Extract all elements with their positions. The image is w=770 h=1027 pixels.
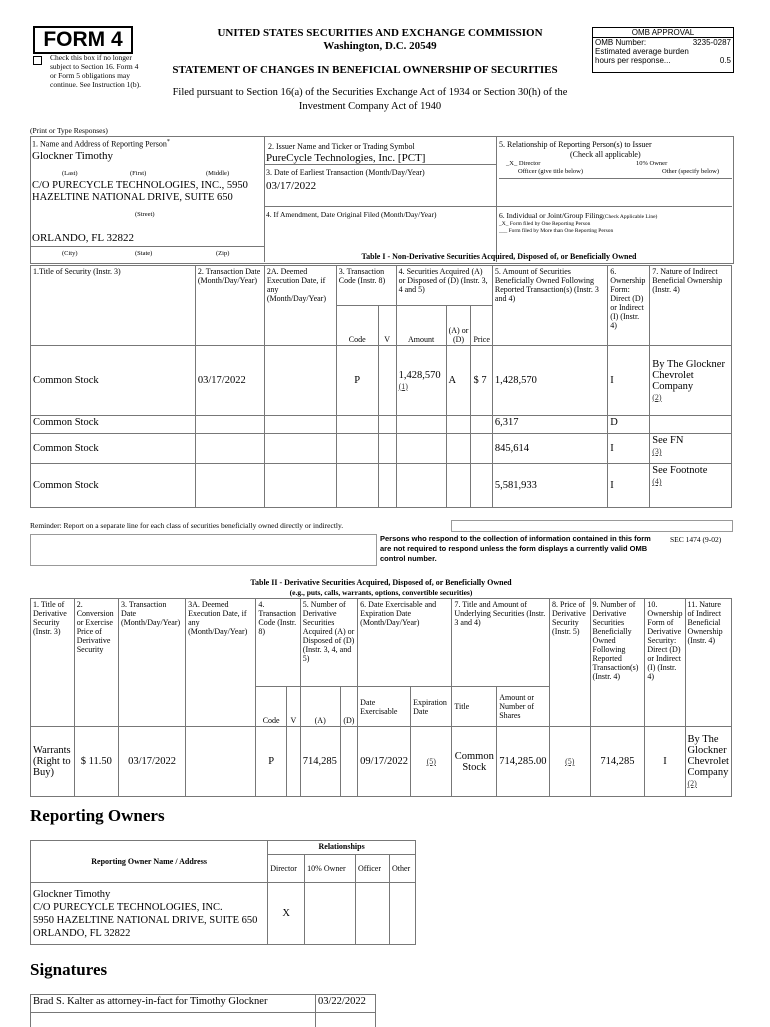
t1-v: V <box>378 306 396 346</box>
footnote-2-link[interactable]: (2) <box>652 392 662 402</box>
owner-line2: 5950 HAZELTINE NATIONAL DRIVE, SUITE 650 <box>33 914 258 926</box>
t1-r0-date: 03/17/2022 <box>195 346 264 416</box>
t1-r1-title: Common Stock <box>31 416 196 434</box>
t1-r3-title: Common Stock <box>31 464 196 508</box>
t2-h9: 9. Number of Derivative Securities Beneficially Owned Following Reported Transaction(s) (Instr. 4) <box>590 599 645 727</box>
footnote-5-link[interactable]: (5) <box>426 757 436 766</box>
t2-r0-title: Warrants (Right to Buy) <box>31 727 75 797</box>
t1-h2: 2. Transaction Date (Month/Day/Year) <box>195 266 264 346</box>
t2-r0-under-title: Common Stock <box>452 727 497 797</box>
table-row <box>31 464 732 508</box>
director-mark: X <box>268 883 305 945</box>
reminder-box-left <box>30 534 377 566</box>
street-label: (Street) <box>135 211 155 218</box>
issuer-value: PureCycle Technologies, Inc. [PCT] <box>266 152 426 164</box>
t2-h8: 8. Price of Derivative Security (Instr. 5) <box>550 599 591 727</box>
table-row <box>31 727 732 797</box>
form-title-box <box>33 26 133 54</box>
form-title: FORM 4 <box>43 28 123 51</box>
table1-title: Table I - Non-Derivative Securities Acquired, Disposed of, or Beneficially Owned <box>361 252 637 261</box>
owner-line1: C/O PURECYCLE TECHNOLOGIES, INC. <box>33 901 223 913</box>
filing-one: _X_ Form filed by One Reporting Person <box>499 221 591 227</box>
t2-code: Code <box>256 687 287 727</box>
t1-r3-nature: See Footnote <box>652 465 708 476</box>
t2-h6: 6. Date Exercisable and Expiration Date (Month/Day/Year) <box>358 599 452 687</box>
t1-h7: 7. Nature of Indirect Beneficial Ownership (Instr. 4) <box>650 266 732 346</box>
persons-notice: Persons who respond to the collection of information contained in this form are not required to respond unless the form displays a currently valid OMB control number. <box>380 534 651 563</box>
statement-title: STATEMENT OF CHANGES IN BENEFICIAL OWNERSHIP OF SECURITIES <box>172 64 558 76</box>
t1-r0-nature: By The Glockner Chevrolet Company <box>652 358 725 392</box>
t2-h11: 11. Nature of Indirect Beneficial Ownership (Instr. 4) <box>685 599 732 727</box>
t1-r0-form: I <box>608 346 650 416</box>
t1-h3: 3. Transaction Code (Instr. 8) <box>336 266 396 306</box>
t1-r0-code: P <box>336 346 378 416</box>
owner-line3: ORLANDO, FL 32822 <box>33 927 131 939</box>
owners-table <box>30 840 416 945</box>
zip-label: (Zip) <box>216 250 230 257</box>
t1-h2a: 2A. Deemed Execution Date, if any (Month/Day/Year) <box>264 266 336 346</box>
footnote-2b-link[interactable]: (2) <box>687 779 697 788</box>
t1-r0-amount: 1,428,570 <box>398 369 441 381</box>
state-label: (State) <box>135 250 153 257</box>
t1-r1-owned: 6,317 <box>492 416 607 434</box>
t1-h6: 6. Ownership Form: Direct (D) or Indirect (I) (Instr. 4) <box>608 266 650 346</box>
amendment-label: 4. If Amendment, Date Original Filed (Month/Day/Year) <box>266 210 437 219</box>
earliest-date-value: 03/17/2022 <box>266 180 317 192</box>
signatures-heading: Signatures <box>30 960 108 979</box>
t1-r2-form: I <box>608 434 650 464</box>
director-option: _X_ Director <box>506 160 541 167</box>
t1-r1-form: D <box>608 416 650 434</box>
agency-city: Washington, D.C. 20549 <box>323 40 437 52</box>
officer-option: Officer (give title below) <box>518 168 584 175</box>
t1-h1: 1.Title of Security (Instr. 3) <box>31 266 196 346</box>
reminder-text: Reminder: Report on a separate line for each class of securities beneficially owned directly or indirectly. <box>30 521 344 530</box>
signatures-table <box>30 994 376 1027</box>
t1-r3-form: I <box>608 464 650 508</box>
t1-r2-nature: See FN <box>652 435 684 446</box>
t2-h3a: 3A. Deemed Execution Date, if any (Month/Day/Year) <box>186 599 256 727</box>
filed-pursuant-2: Investment Company Act of 1940 <box>298 101 442 112</box>
reporting-person-label: 1. Name and Address of Reporting Person* <box>32 139 170 149</box>
t2-r0-date: 03/17/2022 <box>118 727 185 797</box>
reporting-person-name: Glockner Timothy <box>32 150 113 162</box>
t2-exp: Expiration Date <box>411 687 452 727</box>
filing-label: 6. Individual or Joint/Group Filing(Check Applicable Line) <box>499 211 658 220</box>
t1-r2-title: Common Stock <box>31 434 196 464</box>
director-label: Director <box>268 855 305 883</box>
t2-h10: 10. Ownership Form of Derivative Security: Direct (D) or Indirect (I) (Instr. 4) <box>645 599 685 727</box>
t2-exer: Date Exercisable <box>358 687 411 727</box>
t1-price: Price <box>471 306 492 346</box>
filed-pursuant-1: Filed pursuant to Section 16(a) of the Securities Exchange Act of 1934 or Section 30(h) of the <box>172 87 568 98</box>
t2-h5: 5. Number of Derivative Securities Acquired (A) or Disposed of (D) (Instr. 3, 4, and 5) <box>300 599 357 687</box>
omb-approval-box <box>592 27 734 73</box>
checkbox-text: Check this box if no longer subject to Section 16. Form 4 or Form 5 obligations may continue. See Instruction 1(b). <box>50 53 142 89</box>
sec-number: SEC 1474 (9-02) <box>670 535 722 544</box>
other-label: Other <box>389 855 415 883</box>
table2-subtitle: (e.g., puts, calls, warrants, options, convertible securities) <box>289 588 473 597</box>
signature-date: 03/22/2022 <box>316 995 376 1013</box>
t2-r0-nature: By The Glockner Chevrolet Company <box>687 734 729 778</box>
first-label: (First) <box>130 170 147 177</box>
signature-name: Brad S. Kalter as attorney-in-fact for Timothy Glockner <box>31 995 316 1013</box>
footnote-1-link[interactable]: (1) <box>398 381 408 391</box>
table2 <box>30 598 732 797</box>
t2-h7: 7. Title and Amount of Underlying Securities (Instr. 3 and 4) <box>452 599 550 687</box>
t2-amt: Amount or Number of Shares <box>497 687 550 727</box>
table-row <box>31 883 416 945</box>
t2-h2: 2. Conversion or Exercise Price of Derivative Security <box>74 599 118 727</box>
relationship-sub: (Check all applicable) <box>570 150 641 159</box>
t2-h1: 1. Title of Derivative Security (Instr. 3) <box>31 599 75 727</box>
reporting-person-address: C/O PURECYCLE TECHNOLOGIES, INC., 5950 HAZELTINE NATIONAL DRIVE, SUITE 650 <box>32 180 248 203</box>
ten-pct-option: 10% Owner <box>636 160 668 167</box>
t1-h4: 4. Securities Acquired (A) or Disposed of (D) (Instr. 3, 4 and 5) <box>396 266 492 306</box>
t2-r0-owned: 714,285 <box>590 727 645 797</box>
footnote-4-link[interactable]: (4) <box>652 477 662 486</box>
t2-h4: 4. Transaction Code (Instr. 8) <box>256 599 300 687</box>
omb-number-label: OMB Number: <box>595 38 647 47</box>
last-label: (Last) <box>62 170 78 177</box>
t1-r0-price: $ 7 <box>471 346 492 416</box>
relationship-label: 5. Relationship of Reporting Person(s) to Issuer <box>499 140 652 149</box>
omb-hours: 0.5 <box>719 56 731 65</box>
issuer-label: 2. Issuer Name and Ticker or Trading Symbol <box>268 142 415 151</box>
earliest-date-label: 3. Date of Earliest Transaction (Month/Day/Year) <box>266 168 425 177</box>
relationship-line <box>499 178 732 179</box>
t2-r0-a: 714,285 <box>300 727 340 797</box>
footnote-3-link[interactable]: (3) <box>652 447 662 456</box>
city-label: (City) <box>62 250 78 257</box>
reminder-box-right <box>451 520 733 532</box>
reporting-owners-heading: Reporting Owners <box>30 806 165 825</box>
reporting-person-star: * <box>166 139 170 145</box>
footnote-5-price-link[interactable]: (5) <box>565 757 575 766</box>
table2-title: Table II - Derivative Securities Acquired, Disposed of, or Beneficially Owned <box>250 578 512 587</box>
no-longer-subject-checkbox[interactable] <box>33 56 42 65</box>
t2-h3: 3. Transaction Date (Month/Day/Year) <box>118 599 185 727</box>
table-row <box>31 346 732 416</box>
ten-owner-label: 10% Owner <box>305 855 356 883</box>
t1-r0-owned: 1,428,570 <box>492 346 607 416</box>
agency-name: UNITED STATES SECURITIES AND EXCHANGE COMMISSION <box>217 27 543 39</box>
middle-label: (Middle) <box>206 170 230 177</box>
other-option: Other (specify below) <box>662 168 720 175</box>
city-state-zip: ORLANDO, FL 32822 <box>32 232 134 244</box>
t1-h5: 5. Amount of Securities Beneficially Owned Following Reported Transaction(s) (Instr. 3 and 4) <box>492 266 607 346</box>
t1-amount: Amount <box>396 306 446 346</box>
filing-more: ___ Form filed by More than One Reporting Person <box>499 228 614 234</box>
owner-name: Glockner Timothy <box>33 888 111 900</box>
t2-r0-form: I <box>645 727 685 797</box>
omb-number: 3235-0287 <box>692 38 731 47</box>
t2-r0-under-amt: 714,285.00 <box>497 727 550 797</box>
t1-aord: (A) or (D) <box>446 306 471 346</box>
t1-r0-title: Common Stock <box>31 346 196 416</box>
owner-name-label: Reporting Owner Name / Address <box>31 841 268 883</box>
t2-a: (A) <box>300 687 340 727</box>
table-row <box>31 434 732 464</box>
omb-hours-label: hours per response... <box>595 56 671 65</box>
t2-r0-conv: $ 11.50 <box>74 727 118 797</box>
table1 <box>30 265 732 508</box>
t1-code: Code <box>336 306 378 346</box>
table-row <box>31 416 732 434</box>
t1-r2-owned: 845,614 <box>492 434 607 464</box>
relationships-label: Relationships <box>268 841 416 855</box>
t2-r0-exer: 09/17/2022 <box>358 727 411 797</box>
print-note: (Print or Type Responses) <box>30 126 108 135</box>
omb-burden-label: Estimated average burden <box>595 47 689 56</box>
officer-label: Officer <box>356 855 390 883</box>
omb-title: OMB APPROVAL <box>593 28 733 38</box>
t2-d: (D) <box>340 687 358 727</box>
t2-v: V <box>286 687 300 727</box>
t2-ttl: Title <box>452 687 497 727</box>
t1-r0-aord: A <box>446 346 471 416</box>
t2-r0-code: P <box>256 727 287 797</box>
t1-r3-owned: 5,581,933 <box>492 464 607 508</box>
